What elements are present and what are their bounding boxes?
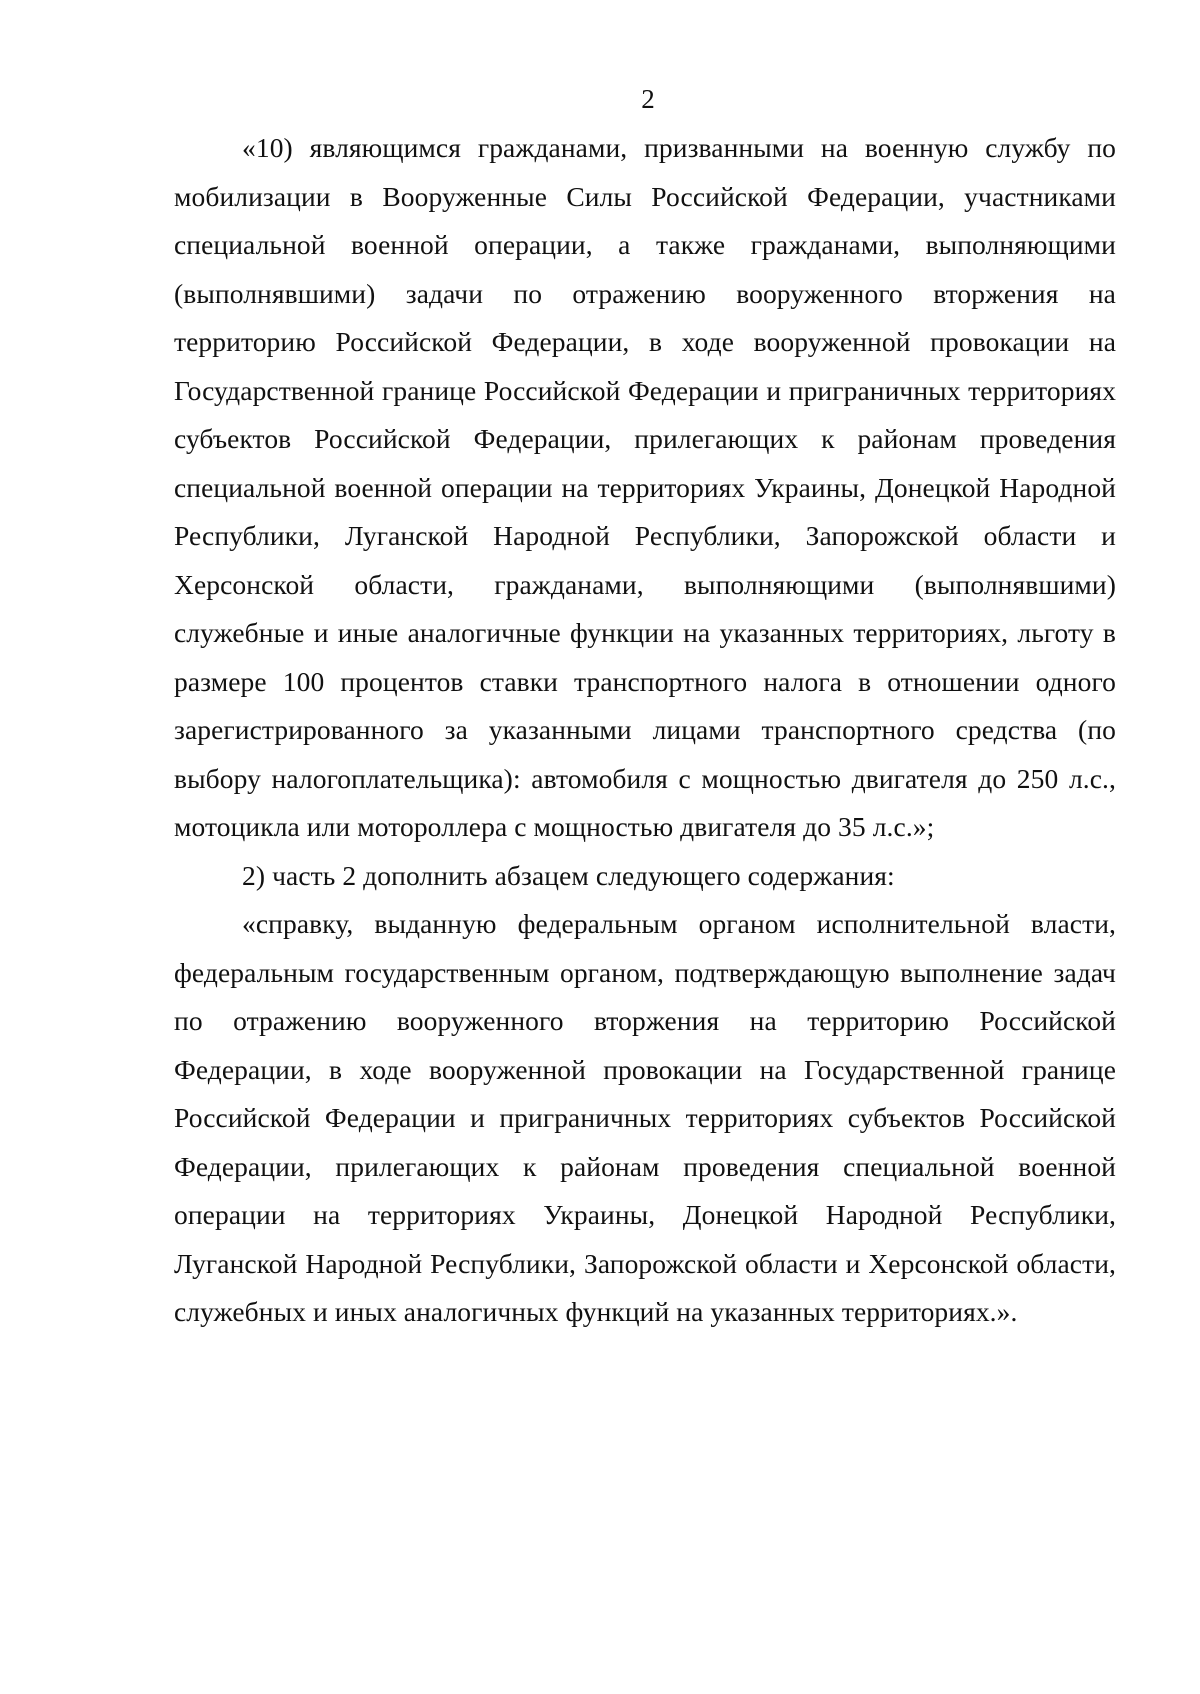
- page-number: 2: [641, 84, 655, 114]
- document-body: [174, 124, 1116, 1337]
- paragraph-benefit-item-10: «10) являющимся гражданами, призванными на военную службу по мобилизации в Вооруженные Силы Российской Федерации, участниками специальной военной операции, а также гражданами, выполняющими (выполнявшими) задачи по отражению вооруженного вторжения на территорию Российской Федерации, в ходе вооруженной провокации на Государственной границе Российской Федерации и приграничных территориях субъектов Российской Федерации, прилегающих к районам проведения специальной военной операции на территориях Украины, Донецкой Народной Республики, Луганской Народной Республики, Запорожской области и Херсонской области, гражданами, выполняющими (выполнявшими) служебные и иные аналогичные функции на указанных территориях, льготу в размере 100 процентов ставки транспортного налога в отношении одного зарегистрированного за указанными лицами транспортного средства (по выбору налогоплательщика): автомобиля с мощностью двигателя до 250 л.с., мотоцикла или мотороллера с мощностью двигателя до 35 л.с.»;: [174, 132, 1116, 842]
- paragraph-certificate-text: «справку, выданную федеральным органом исполнительной власти, федеральным государственным органом, подтверждающую выполнение задач по отражению вооруженного вторжения на территорию Российской Федерации, в ходе вооруженной провокации на Государственной границе Российской Федерации и приграничных территориях субъектов Российской Федерации, прилегающих к районам проведения специальной военной операции на территориях Украины, Донецкой Народной Республики, Луганской Народной Республики, Запорожской области и Херсонской области, служебных и иных аналогичных функций на указанных территориях.».: [174, 908, 1116, 1327]
- paragraph-amendment-part-2: 2) часть 2 дополнить абзацем следующего содержания:: [242, 859, 895, 891]
